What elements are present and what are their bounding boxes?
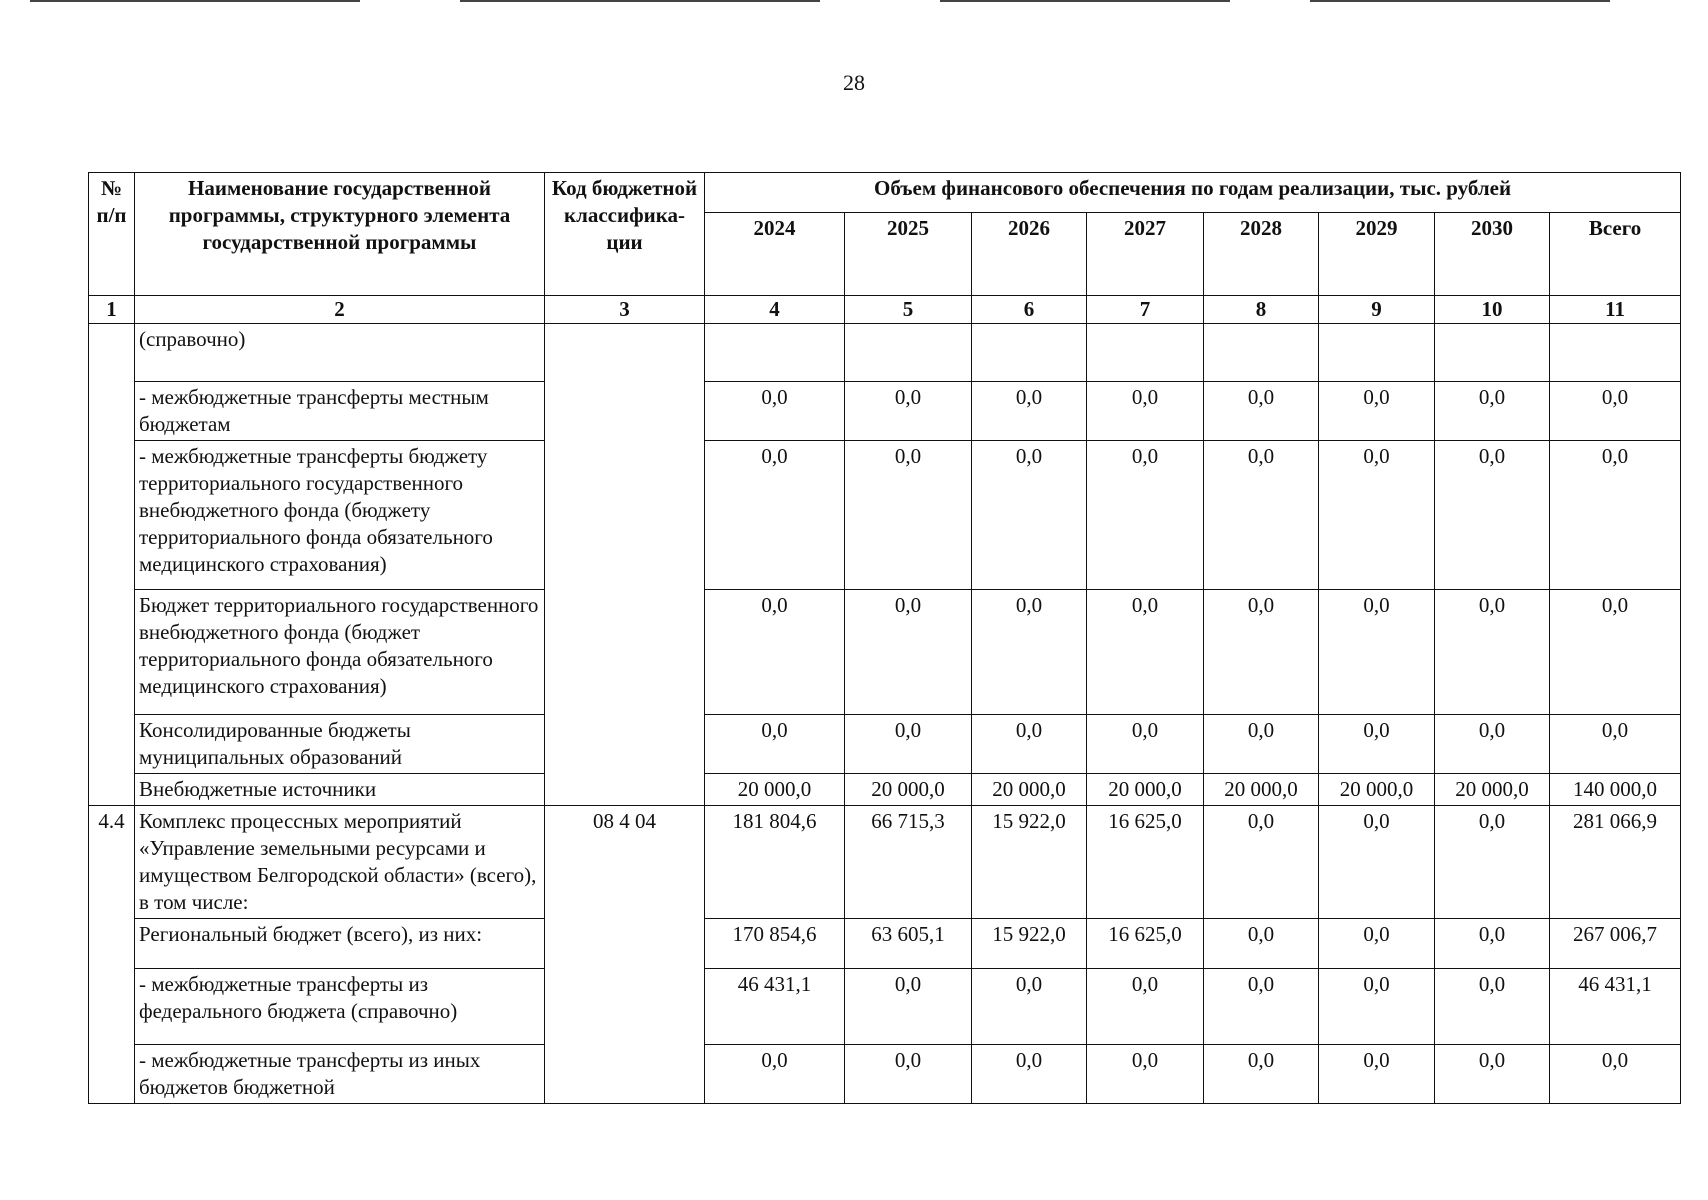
row-code: [545, 441, 705, 590]
value-cell: [705, 324, 845, 382]
value-cell: 0,0: [1435, 441, 1550, 590]
value-cell: 0,0: [1087, 590, 1204, 715]
row-number: [89, 324, 135, 382]
value-cell: 0,0: [1319, 715, 1435, 774]
row-name: Консолидированные бюджеты муниципальных образований: [135, 715, 545, 774]
header-year: 2029: [1319, 213, 1435, 296]
table-row: [89, 715, 1681, 774]
value-cell: 20 000,0: [972, 774, 1087, 806]
column-number: 11: [1550, 296, 1681, 324]
value-cell: [1550, 324, 1681, 382]
row-code: [545, 969, 705, 1045]
header-name: Наименование государственной программы, структурного элемента государственной программы: [135, 173, 545, 296]
value-cell: 0,0: [1087, 441, 1204, 590]
row-number: 4.4: [89, 806, 135, 919]
row-code: [545, 919, 705, 969]
value-cell: 46 431,1: [705, 969, 845, 1045]
value-cell: 0,0: [1319, 382, 1435, 441]
value-cell: 0,0: [1204, 715, 1319, 774]
row-number: [89, 969, 135, 1045]
value-cell: 0,0: [972, 382, 1087, 441]
value-cell: 181 804,6: [705, 806, 845, 919]
value-cell: 281 066,9: [1550, 806, 1681, 919]
top-rule: [460, 0, 820, 2]
table-row: [89, 969, 1681, 1045]
header-code: Код бюджетной классифика-ции: [545, 173, 705, 296]
row-code: 08 4 04: [545, 806, 705, 919]
value-cell: 0,0: [1550, 1045, 1681, 1104]
value-cell: 0,0: [972, 715, 1087, 774]
column-number: 4: [705, 296, 845, 324]
value-cell: 0,0: [1204, 806, 1319, 919]
table-row: [89, 324, 1681, 382]
row-name: Внебюджетные источники: [135, 774, 545, 806]
column-number: 10: [1435, 296, 1550, 324]
value-cell: 20 000,0: [705, 774, 845, 806]
column-number: 2: [135, 296, 545, 324]
value-cell: 0,0: [1319, 806, 1435, 919]
value-cell: 0,0: [1435, 806, 1550, 919]
column-number: 8: [1204, 296, 1319, 324]
value-cell: 16 625,0: [1087, 919, 1204, 969]
row-name: Комплекс процессных мероприятий «Управление земельными ресурсами и имуществом Белгородской области» (всего), в том числе:: [135, 806, 545, 919]
table-row: [89, 590, 1681, 715]
value-cell: 0,0: [1319, 1045, 1435, 1104]
row-name: - межбюджетные трансферты из иных бюджетов бюджетной: [135, 1045, 545, 1104]
value-cell: 0,0: [1087, 1045, 1204, 1104]
row-code: [545, 1045, 705, 1104]
financing-table: [88, 172, 1681, 1104]
value-cell: 46 431,1: [1550, 969, 1681, 1045]
value-cell: 0,0: [972, 590, 1087, 715]
value-cell: 140 000,0: [1550, 774, 1681, 806]
value-cell: [1319, 324, 1435, 382]
value-cell: 0,0: [1204, 590, 1319, 715]
value-cell: 0,0: [705, 441, 845, 590]
column-number: 1: [89, 296, 135, 324]
row-number: [89, 774, 135, 806]
row-code: [545, 590, 705, 715]
column-number: 7: [1087, 296, 1204, 324]
table-row: [89, 774, 1681, 806]
header-year: 2030: [1435, 213, 1550, 296]
table-row: [89, 919, 1681, 969]
row-code: [545, 774, 705, 806]
row-name: - межбюджетные трансферты бюджету территориального государственного внебюджетного фонда (бюджету территориального фонда обязательного медицинского страхования): [135, 441, 545, 590]
header-no: № п/п: [89, 173, 135, 296]
value-cell: 63 605,1: [845, 919, 972, 969]
header-volume: Объем финансового обеспечения по годам реализации, тыс. рублей: [705, 173, 1681, 213]
value-cell: 0,0: [1204, 441, 1319, 590]
value-cell: [972, 324, 1087, 382]
header-year: 2025: [845, 213, 972, 296]
table-row: [89, 382, 1681, 441]
row-name: - межбюджетные трансферты из федерального бюджета (справочно): [135, 969, 545, 1045]
row-number: [89, 382, 135, 441]
value-cell: 0,0: [1550, 590, 1681, 715]
value-cell: 0,0: [1204, 969, 1319, 1045]
row-code: [545, 382, 705, 441]
value-cell: 0,0: [1319, 969, 1435, 1045]
value-cell: 0,0: [1319, 919, 1435, 969]
header-year: 2026: [972, 213, 1087, 296]
row-code: [545, 324, 705, 382]
column-number: 3: [545, 296, 705, 324]
top-rule: [940, 0, 1230, 2]
value-cell: 0,0: [1435, 969, 1550, 1045]
row-number: [89, 1045, 135, 1104]
value-cell: 0,0: [1319, 590, 1435, 715]
value-cell: 0,0: [845, 715, 972, 774]
row-name: (справочно): [135, 324, 545, 382]
top-rule: [30, 0, 360, 2]
value-cell: [1204, 324, 1319, 382]
value-cell: 0,0: [845, 590, 972, 715]
value-cell: 15 922,0: [972, 806, 1087, 919]
row-number: [89, 715, 135, 774]
value-cell: 15 922,0: [972, 919, 1087, 969]
page-number: 28: [843, 70, 865, 95]
value-cell: 66 715,3: [845, 806, 972, 919]
value-cell: 20 000,0: [1204, 774, 1319, 806]
row-number: [89, 441, 135, 590]
row-number: [89, 590, 135, 715]
value-cell: 0,0: [972, 441, 1087, 590]
value-cell: 0,0: [1550, 715, 1681, 774]
value-cell: 0,0: [1087, 382, 1204, 441]
value-cell: 0,0: [845, 382, 972, 441]
column-number: 5: [845, 296, 972, 324]
row-name: Региональный бюджет (всего), из них:: [135, 919, 545, 969]
value-cell: 20 000,0: [845, 774, 972, 806]
value-cell: 0,0: [705, 590, 845, 715]
value-cell: 20 000,0: [1087, 774, 1204, 806]
header-year: 2024: [705, 213, 845, 296]
value-cell: 170 854,6: [705, 919, 845, 969]
row-name: Бюджет территориального государственного внебюджетного фонда (бюджет территориального фонда обязательного медицинского страхования): [135, 590, 545, 715]
value-cell: 0,0: [972, 1045, 1087, 1104]
value-cell: 20 000,0: [1319, 774, 1435, 806]
value-cell: 0,0: [1435, 919, 1550, 969]
top-rule: [1310, 0, 1610, 2]
value-cell: [1087, 324, 1204, 382]
value-cell: 0,0: [1204, 382, 1319, 441]
row-code: [545, 715, 705, 774]
value-cell: 0,0: [1435, 590, 1550, 715]
value-cell: 0,0: [845, 969, 972, 1045]
value-cell: 0,0: [1204, 1045, 1319, 1104]
value-cell: [845, 324, 972, 382]
value-cell: 20 000,0: [1435, 774, 1550, 806]
value-cell: 0,0: [705, 382, 845, 441]
value-cell: 0,0: [1435, 1045, 1550, 1104]
table-row: [89, 441, 1681, 590]
value-cell: 0,0: [1435, 715, 1550, 774]
table-row: [89, 1045, 1681, 1104]
value-cell: 267 006,7: [1550, 919, 1681, 969]
value-cell: 0,0: [705, 1045, 845, 1104]
value-cell: 0,0: [845, 1045, 972, 1104]
value-cell: 0,0: [705, 715, 845, 774]
column-number: 9: [1319, 296, 1435, 324]
value-cell: 0,0: [1087, 715, 1204, 774]
row-number: [89, 919, 135, 969]
value-cell: 0,0: [1087, 969, 1204, 1045]
value-cell: 0,0: [845, 441, 972, 590]
value-cell: 0,0: [1435, 382, 1550, 441]
value-cell: 0,0: [1204, 919, 1319, 969]
value-cell: 16 625,0: [1087, 806, 1204, 919]
value-cell: 0,0: [1550, 382, 1681, 441]
header-year: 2027: [1087, 213, 1204, 296]
value-cell: [1435, 324, 1550, 382]
header-year: 2028: [1204, 213, 1319, 296]
value-cell: 0,0: [1550, 441, 1681, 590]
header-year: Всего: [1550, 213, 1681, 296]
table-row: [89, 806, 1681, 919]
row-name: - межбюджетные трансферты местным бюджетам: [135, 382, 545, 441]
value-cell: 0,0: [972, 969, 1087, 1045]
value-cell: 0,0: [1319, 441, 1435, 590]
column-number: 6: [972, 296, 1087, 324]
